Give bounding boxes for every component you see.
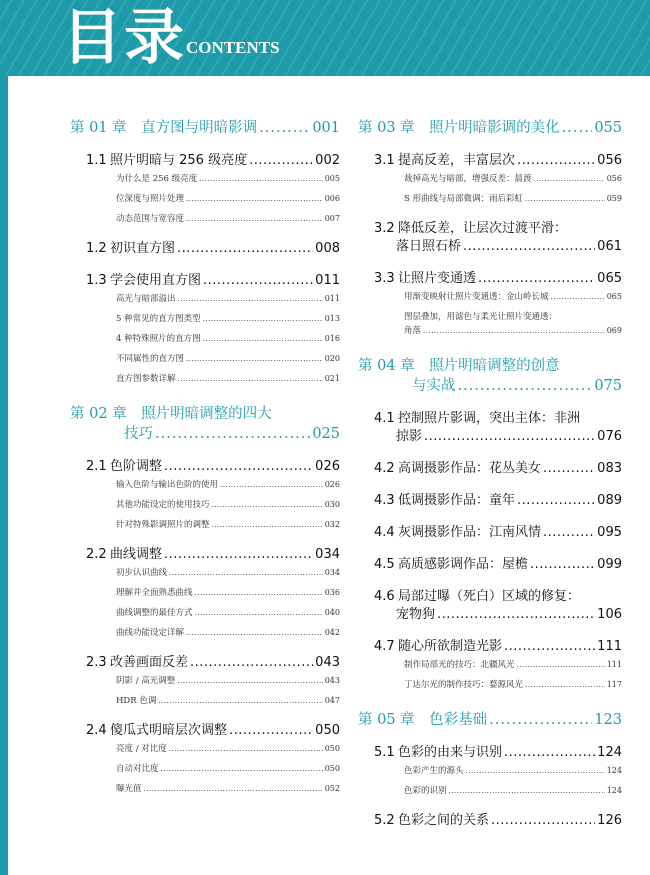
subsection-title: 用渐变映射让照片变通透：金山岭长城 xyxy=(404,292,549,302)
subsection-title: 曲线调整的最佳方式 xyxy=(116,608,193,618)
subsection-entry[interactable] xyxy=(358,290,622,304)
leader-dots xyxy=(186,352,323,366)
leader-dots xyxy=(212,498,323,512)
leader-dots xyxy=(177,674,322,688)
chapter-row xyxy=(70,424,340,444)
leader-dots xyxy=(177,240,313,258)
chapter-title-line2: 技巧 xyxy=(124,426,153,442)
section-title-line1: 控制照片影调，突出主体：非洲 xyxy=(398,411,581,426)
page-subtitle: CONTENTS xyxy=(186,38,280,57)
leader-dots xyxy=(543,460,595,478)
subsection-page: 111 xyxy=(606,660,622,669)
section-page: 076 xyxy=(597,429,622,444)
section-page: 011 xyxy=(315,273,340,288)
leader-dots xyxy=(203,272,313,290)
section-title: 让照片变通透 xyxy=(398,271,477,286)
section-page: 124 xyxy=(597,745,622,760)
subsection-page: 036 xyxy=(324,588,340,597)
subsection-entry[interactable] xyxy=(358,764,622,778)
chapter-title: 第 05 章 色彩基础 xyxy=(358,712,488,728)
leader-dots xyxy=(199,172,323,186)
subsection-page: 026 xyxy=(324,480,340,489)
subsection-entry[interactable] xyxy=(70,312,340,326)
subsection-title: HDR 色调 xyxy=(116,696,157,706)
subsection-title: 不同属性的直方图 xyxy=(116,354,185,364)
subsection-title: S 形曲线与局部微调：雨后彩虹 xyxy=(404,194,524,204)
chapter-page: 055 xyxy=(594,120,622,136)
subsection-title: 位深度与照片处理 xyxy=(116,194,185,204)
subsection-entry[interactable] xyxy=(358,192,622,206)
subsection-title: 4 种特殊照片的直方图 xyxy=(116,334,201,344)
subsection-title-line2: 角落 xyxy=(404,326,422,336)
chapter-row xyxy=(358,376,622,396)
section-line1 xyxy=(374,588,622,606)
subsection-entry[interactable] xyxy=(70,606,340,620)
chapter-row xyxy=(358,118,622,138)
leader-dots xyxy=(249,152,313,170)
leader-dots xyxy=(458,376,593,396)
subsection-entry[interactable] xyxy=(70,332,340,346)
chapter-title-line2: 与实战 xyxy=(412,378,456,394)
leader-dots xyxy=(220,478,323,492)
subsection-title: 初步认识曲线 xyxy=(116,568,168,578)
section-line2 xyxy=(374,238,622,256)
subsection-page: 117 xyxy=(606,680,622,689)
section-entry[interactable] xyxy=(358,812,622,830)
subsection-line2 xyxy=(404,324,622,338)
section-title: 提高反差，丰富层次 xyxy=(398,153,516,168)
left-accent-bar xyxy=(0,76,8,875)
subsection-title: 其他功能设定的使用技巧 xyxy=(116,500,210,510)
subsection-page: 034 xyxy=(324,568,340,577)
section-entry[interactable] xyxy=(70,240,340,258)
subsection-entry[interactable] xyxy=(70,352,340,366)
chapter-entry[interactable] xyxy=(358,118,622,138)
section-number: 3.3 xyxy=(374,271,395,286)
subsection-entry[interactable] xyxy=(70,782,340,796)
leader-dots xyxy=(525,678,605,692)
subsection-entry[interactable] xyxy=(70,498,340,512)
leader-dots xyxy=(203,312,323,326)
leader-dots xyxy=(424,428,595,446)
chapter-title-line1: 第 04 章 照片明暗调整的创意 xyxy=(358,358,560,374)
leader-dots xyxy=(190,654,313,672)
subsection-entry[interactable] xyxy=(70,192,340,206)
leader-dots xyxy=(195,606,323,620)
section-entry[interactable] xyxy=(358,744,622,762)
subsection-page: 011 xyxy=(324,294,340,303)
section-number: 2.3 xyxy=(86,655,107,670)
section-page: 095 xyxy=(597,525,622,540)
section-number: 1.3 xyxy=(86,273,107,288)
section-title: 色彩之间的关系 xyxy=(398,813,490,828)
leader-dots xyxy=(155,424,310,444)
section-title-line2: 宠物狗 xyxy=(396,607,436,622)
leader-dots xyxy=(543,524,595,542)
section-title-line2: 落日照石桥 xyxy=(396,239,462,254)
chapter-row xyxy=(358,710,622,730)
leader-dots xyxy=(144,782,323,796)
subsection-title: 针对特殊影调照片的调整 xyxy=(116,520,210,530)
subsection-entry[interactable] xyxy=(358,310,622,338)
section-entry[interactable] xyxy=(70,152,340,170)
toc-left-column xyxy=(70,118,340,802)
chapter-entry[interactable] xyxy=(358,356,622,396)
section-number: 4.4 xyxy=(374,525,395,540)
section-title: 改善画面反差 xyxy=(110,655,189,670)
section-page: 099 xyxy=(597,557,622,572)
section-entry[interactable] xyxy=(358,460,622,478)
chapter-row xyxy=(70,118,340,138)
leader-dots xyxy=(530,556,595,574)
chapter-title-line1: 第 02 章 照片明暗调整的四大 xyxy=(70,406,272,422)
leader-dots xyxy=(517,658,605,672)
section-page: 034 xyxy=(315,547,340,562)
subsection-title: 制作局部光的技巧：北疆风光 xyxy=(404,660,515,670)
leader-dots xyxy=(504,638,595,656)
subsection-page: 124 xyxy=(606,786,622,795)
section-title: 色彩的由来与识别 xyxy=(398,745,503,760)
chapter-page: 001 xyxy=(312,120,340,136)
section-number: 2.4 xyxy=(86,723,107,738)
section-line2 xyxy=(374,606,622,624)
section-line1 xyxy=(374,410,622,428)
subsection-entry[interactable] xyxy=(70,212,340,226)
section-title-line1: 降低反差，让层次过渡平滑： xyxy=(398,221,568,236)
chapter-title: 第 01 章 直方图与明暗影调 xyxy=(70,120,258,136)
leader-dots xyxy=(423,324,605,338)
subsection-title: 输入色阶与输出色阶的使用 xyxy=(116,480,219,490)
subsection-page: 040 xyxy=(324,608,340,617)
section-page: 065 xyxy=(597,271,622,286)
page-title: 目录 xyxy=(62,3,186,73)
leader-dots xyxy=(212,518,323,532)
subsection-page: 007 xyxy=(324,214,340,223)
section-number: 4.1 xyxy=(374,411,395,426)
subsection-page: 056 xyxy=(606,174,622,183)
section-entry[interactable] xyxy=(358,556,622,574)
leader-dots xyxy=(186,626,323,640)
subsection-entry[interactable] xyxy=(70,478,340,492)
section-page: 043 xyxy=(315,655,340,670)
leader-dots xyxy=(195,586,323,600)
section-entry[interactable] xyxy=(358,220,622,256)
section-entry[interactable] xyxy=(70,722,340,740)
leader-dots xyxy=(158,694,322,708)
section-title: 色阶调整 xyxy=(110,459,163,474)
subsection-title: 丁达尔光的制作技巧：婺源风光 xyxy=(404,680,524,690)
leader-dots xyxy=(449,784,605,798)
section-entry[interactable] xyxy=(358,638,622,656)
subsection-title: 色彩的识别 xyxy=(404,786,447,796)
subsection-page: 030 xyxy=(324,500,340,509)
subsection-entry[interactable] xyxy=(70,292,340,306)
subsection-entry[interactable] xyxy=(70,626,340,640)
subsection-page: 032 xyxy=(324,520,340,529)
subsection-title: 曲线功能设定详解 xyxy=(116,628,185,638)
subsection-page: 021 xyxy=(324,374,340,383)
subsection-entry[interactable] xyxy=(70,674,340,688)
subsection-page: 013 xyxy=(324,314,340,323)
section-number: 4.5 xyxy=(374,557,395,572)
leader-dots xyxy=(463,238,595,256)
section-title: 灰调摄影作品：江南风情 xyxy=(398,525,542,540)
section-number: 4.6 xyxy=(374,589,395,604)
subsection-page: 006 xyxy=(324,194,340,203)
leader-dots xyxy=(489,710,592,730)
section-title: 曲线调整 xyxy=(110,547,163,562)
section-line1 xyxy=(374,220,622,238)
chapter-title: 第 03 章 照片明暗影调的美化 xyxy=(358,120,560,136)
subsection-entry[interactable] xyxy=(70,518,340,532)
subsection-entry[interactable] xyxy=(70,762,340,776)
section-title: 低调摄影作品：童年 xyxy=(398,493,516,508)
leader-dots xyxy=(229,722,313,740)
section-entry[interactable] xyxy=(70,458,340,476)
section-page: 008 xyxy=(315,241,340,256)
leader-dots xyxy=(478,270,595,288)
subsection-title: 5 种常见的直方图类型 xyxy=(116,314,201,324)
section-title: 高调摄影作品：花丛美女 xyxy=(398,461,542,476)
section-page: 002 xyxy=(315,153,340,168)
leader-dots xyxy=(164,458,313,476)
subsection-entry[interactable] xyxy=(358,784,622,798)
subsection-page: 016 xyxy=(324,334,340,343)
subsection-page: 020 xyxy=(324,354,340,363)
section-entry[interactable] xyxy=(70,272,340,290)
leader-dots xyxy=(517,152,595,170)
section-page: 056 xyxy=(597,153,622,168)
leader-dots xyxy=(178,292,323,306)
section-entry[interactable] xyxy=(70,546,340,564)
section-title-line1: 局部过曝（死白）区域的修复： xyxy=(398,589,581,604)
section-page: 026 xyxy=(315,459,340,474)
leader-dots xyxy=(161,762,323,776)
leader-dots xyxy=(437,606,595,624)
chapter-page: 025 xyxy=(312,426,340,442)
section-number: 4.3 xyxy=(374,493,395,508)
subsection-title-line1: 图层叠加，用滤色与柔光让照片变通透： xyxy=(404,312,558,322)
subsection-entry[interactable] xyxy=(70,172,340,186)
chapter-page: 123 xyxy=(594,712,622,728)
section-entry[interactable] xyxy=(358,410,622,446)
section-number: 2.1 xyxy=(86,459,107,474)
leader-dots xyxy=(178,372,323,386)
section-number: 2.2 xyxy=(86,547,107,562)
subsection-entry[interactable] xyxy=(70,586,340,600)
leader-dots xyxy=(562,118,593,138)
section-number: 4.7 xyxy=(374,639,395,654)
header-banner xyxy=(0,0,650,76)
chapter-entry[interactable] xyxy=(358,710,622,730)
section-page: 083 xyxy=(597,461,622,476)
subsection-title: 阴影 / 高光调整 xyxy=(116,676,176,686)
leader-dots xyxy=(551,290,605,304)
section-title: 初识直方图 xyxy=(110,241,176,256)
subsection-page: 052 xyxy=(324,784,340,793)
section-title: 傻瓜式明暗层次调整 xyxy=(110,723,228,738)
leader-dots xyxy=(169,566,323,580)
section-page: 089 xyxy=(597,493,622,508)
leader-dots xyxy=(169,742,323,756)
subsection-title: 自动对比度 xyxy=(116,764,159,774)
leader-dots xyxy=(466,764,605,778)
section-page: 126 xyxy=(597,813,622,828)
leader-dots xyxy=(259,118,310,138)
section-number: 1.2 xyxy=(86,241,107,256)
chapter-entry[interactable] xyxy=(70,404,340,444)
subsection-title: 色彩产生的源头 xyxy=(404,766,464,776)
section-entry[interactable] xyxy=(358,270,622,288)
subsection-title: 裁掉高光与暗部，增强反差：晨渡 xyxy=(404,174,532,184)
section-title: 学会使用直方图 xyxy=(110,273,202,288)
section-number: 5.2 xyxy=(374,813,395,828)
section-number: 3.1 xyxy=(374,153,395,168)
section-title-line2: 掠影 xyxy=(396,429,423,444)
subsection-title: 直方图参数详解 xyxy=(116,374,176,384)
subsection-title: 理解并全面熟悉曲线 xyxy=(116,588,193,598)
subsection-entry[interactable] xyxy=(358,678,622,692)
subsection-title: 亮度 / 对比度 xyxy=(116,744,167,754)
subsection-entry[interactable] xyxy=(70,694,340,708)
subsection-entry[interactable] xyxy=(358,172,622,186)
section-page: 106 xyxy=(597,607,622,622)
section-entry[interactable] xyxy=(70,654,340,672)
section-title: 照片明暗与 256 级亮度 xyxy=(110,153,248,168)
subsection-entry[interactable] xyxy=(70,742,340,756)
subsection-page: 059 xyxy=(606,194,622,203)
subsection-title: 为什么是 256 级亮度 xyxy=(116,174,198,184)
subsection-title: 高光与暗部溢出 xyxy=(116,294,176,304)
leader-dots xyxy=(525,192,605,206)
subsection-page: 050 xyxy=(324,744,340,753)
leader-dots xyxy=(517,492,595,510)
leader-dots xyxy=(534,172,605,186)
subsection-page: 050 xyxy=(324,764,340,773)
section-page: 050 xyxy=(315,723,340,738)
section-title: 高质感影调作品：屋檐 xyxy=(398,557,529,572)
leader-dots xyxy=(504,744,595,762)
subsection-entry[interactable] xyxy=(70,372,340,386)
subsection-page: 047 xyxy=(324,696,340,705)
subsection-page: 069 xyxy=(606,326,622,335)
subsection-page: 124 xyxy=(606,766,622,775)
chapter-entry[interactable] xyxy=(70,118,340,138)
subsection-page: 043 xyxy=(324,676,340,685)
subsection-page: 005 xyxy=(324,174,340,183)
leader-dots xyxy=(186,212,323,226)
subsection-page: 042 xyxy=(324,628,340,637)
section-entry[interactable] xyxy=(358,152,622,170)
section-number: 3.2 xyxy=(374,221,395,236)
subsection-page: 065 xyxy=(606,292,622,301)
leader-dots xyxy=(186,192,323,206)
subsection-title: 动态范围与宽容度 xyxy=(116,214,185,224)
subsection-title: 曝光值 xyxy=(116,784,142,794)
section-entry[interactable] xyxy=(358,492,622,510)
leader-dots xyxy=(203,332,323,346)
subsection-entry[interactable] xyxy=(358,658,622,672)
section-entry[interactable] xyxy=(358,524,622,542)
leader-dots xyxy=(491,812,595,830)
section-title: 随心所欲制造光影 xyxy=(398,639,503,654)
chapter-page: 075 xyxy=(594,378,622,394)
leader-dots xyxy=(164,546,313,564)
section-number: 4.2 xyxy=(374,461,395,476)
toc-right-column xyxy=(358,118,622,830)
section-line2 xyxy=(374,428,622,446)
section-page: 111 xyxy=(597,639,622,654)
section-page: 061 xyxy=(597,239,622,254)
section-entry[interactable] xyxy=(358,588,622,624)
subsection-entry[interactable] xyxy=(70,566,340,580)
section-number: 1.1 xyxy=(86,153,107,168)
section-number: 5.1 xyxy=(374,745,395,760)
